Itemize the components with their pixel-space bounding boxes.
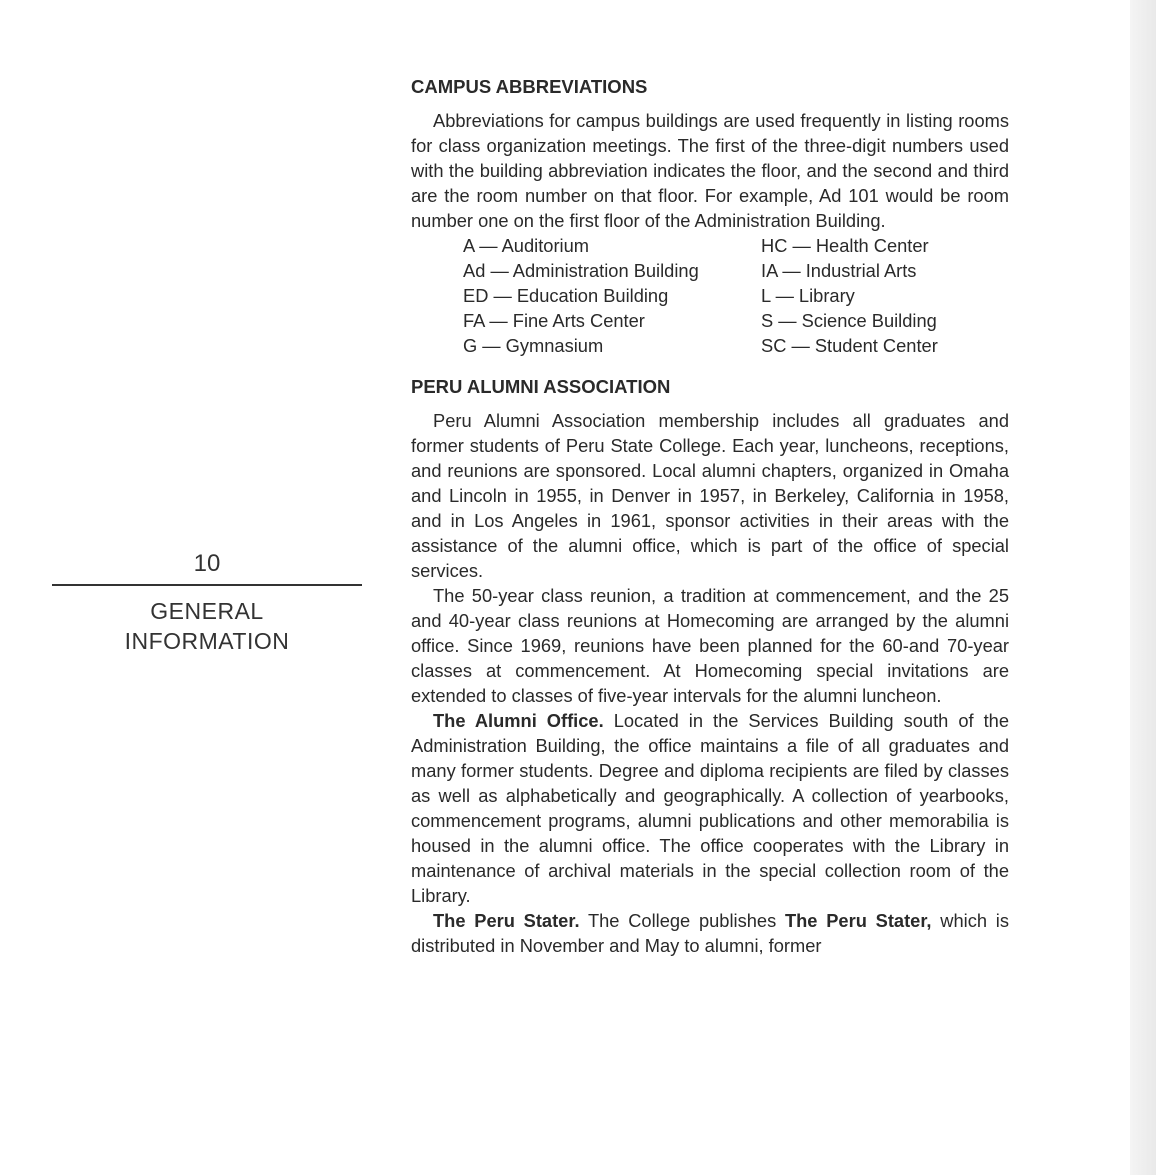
section-marker [52,548,362,656]
main-content [411,74,1009,958]
peru-stater-lead: The Peru Stater. [433,910,580,931]
alumni-office-paragraph [411,708,1009,908]
abbreviation-item: FA — Fine Arts Center [463,310,645,331]
divider [52,584,362,586]
peru-stater-title: The Peru Stater, [784,910,932,931]
abbreviation-item: ED — Education Building [463,285,669,306]
page-edge-shadow [1130,0,1156,1175]
abbreviation-item: IA — Industrial Arts [761,260,917,281]
abbreviation-item: L — Library [761,285,855,306]
section-title-line2: INFORMATION [124,628,290,654]
alumni-association-heading: PERU ALUMNI ASSOCIATION [411,376,671,397]
alumni-paragraph-1: Peru Alumni Association membership includes all graduates and former students of Peru State College. Each year, luncheons, receptions, and reunions are sponsored. Local alumni chapters, organized in Omaha and Lincoln in 1955, in Denver in 1957, in Berkeley, California in 1958, and in Los Angeles in 1961, sponsor activities in their areas with the assistance of the alumni office, which is part of the office of special services. [411,410,1009,581]
campus-abbreviations-heading: CAMPUS ABBREVIATIONS [411,76,648,97]
peru-stater-text: The College publishes [579,910,785,931]
alumni-office-text: Located in the Services Building south of the Administration Building, the office maintains a file of all graduates and many former students. Degree and diploma recipients are filed by classes as well as alphabetically and geographically. A collection of yearbooks, commencement programs, alumni publications and other memorabilia is housed in the alumni office. The office cooperates with the Library in maintenance of archival materials in the special collection room of the Library. [411,710,1009,906]
peru-stater-text-end: which is distributed in November and May to alumni, former [411,910,1009,956]
alumni-office-lead: The Alumni Office. [433,710,604,731]
abbreviation-item: Ad — Administration Building [463,260,699,281]
section-title-line1: GENERAL [150,598,264,624]
alumni-paragraph-2: The 50-year class reunion, a tradition at commencement, and the 25 and 40-year class reunions at Homecoming are arranged by the alumni office. Since 1969, reunions have been planned for the 60-and 70-year classes at commencement. At Homecoming special invitations are extended to classes of five-year intervals for the alumni luncheon. [411,585,1009,706]
abbreviation-item: G — Gymnasium [463,335,604,356]
abbreviation-list [411,233,1009,358]
page-number: 10 [193,550,221,577]
abbreviation-item: SC — Student Center [761,335,938,356]
campus-intro-paragraph: Abbreviations for campus buildings are used frequently in listing rooms for class organization meetings. The first of the three-digit numbers used with the building abbreviation indicates the floor, and the second and third are the room number on that floor. For example, Ad 101 would be room number one on the first floor of the Administration Building. [411,110,1009,231]
abbreviation-item: HC — Health Center [761,235,929,256]
abbreviation-item: S — Science Building [761,310,937,331]
peru-stater-paragraph [411,908,1009,958]
abbreviation-item: A — Auditorium [463,235,589,256]
